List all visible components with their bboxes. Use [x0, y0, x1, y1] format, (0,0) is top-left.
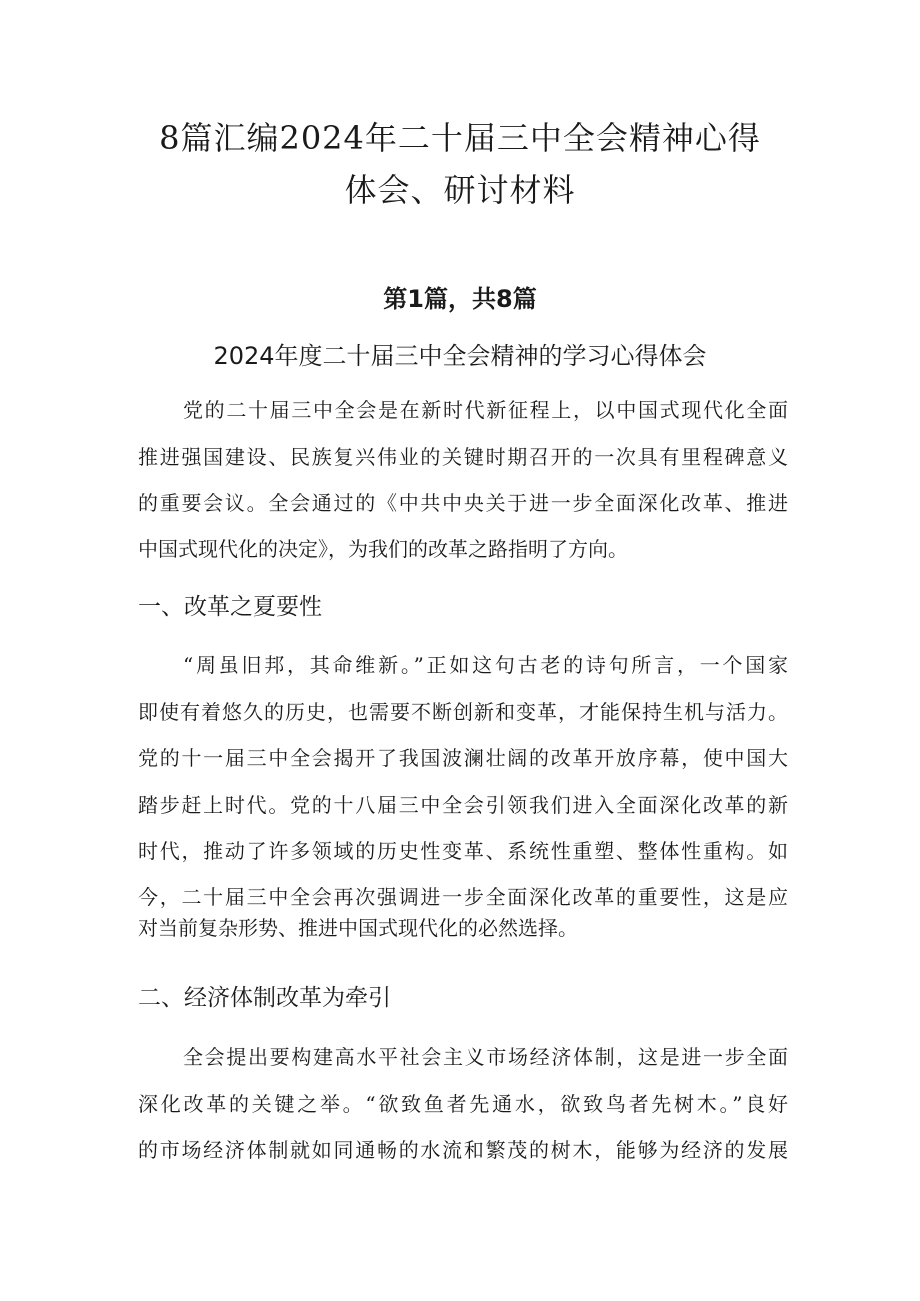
section2-paragraph-line: 全会提出要构建高水平社会主义市场经济体制，这是进一步全面 [183, 1045, 788, 1069]
intro-paragraph-line: 党的二十届三中全会是在新时代新征程上，以中国式现代化全面 [183, 398, 788, 422]
part-counter: 第1篇，共8篇 [383, 285, 537, 313]
section1-paragraph-line: 踏步赶上时代。党的十八届三中全会引领我们进入全面深化改革的新 [138, 793, 788, 817]
document-title-line-2: 体会、研讨材料 [344, 171, 576, 209]
intro-paragraph-line: 中国式现代化的决定》，为我们的改革之路指明了方向。 [138, 537, 628, 561]
section1-paragraph-line: 对当前复杂形势、推进中国式现代化的必然选择。 [138, 916, 578, 940]
intro-paragraph-line: 的重要会议。全会通过的《中共中央关于进一步全面深化改革、推进 [138, 491, 788, 515]
section-heading-economic-reform: 二、经济体制改革为牵引 [138, 985, 391, 1011]
document-title-line-1: 8篇汇编2024年二十届三中全会精神心得 [159, 119, 761, 157]
section2-paragraph-line: 深化改革的关键之举。“欲致鱼者先通水，欲致鸟者先树木。”良好 [138, 1092, 788, 1116]
section1-paragraph-line: 时代，推动了许多领域的历史性变革、系统性重塑、整体性重构。如 [138, 839, 788, 863]
article-title: 2024年度二十届三中全会精神的学习心得体会 [213, 342, 707, 370]
section-heading-reform-importance: 一、改革之夏要性 [138, 594, 322, 620]
section1-paragraph-line: “周虽旧邦，其命维新。”正如这句古老的诗句所言，一个国家 [183, 653, 788, 677]
section1-paragraph-line: 党的十一届三中全会揭开了我国波澜壮阔的改革开放序幕，使中国大 [138, 746, 788, 770]
section1-paragraph-line: 即使有着悠久的历史，也需要不断创新和变革，才能保持生机与活力。 [138, 700, 788, 724]
section2-paragraph-line: 的市场经济体制就如同通畅的水流和繁茂的树木，能够为经济的发展 [138, 1138, 788, 1162]
intro-paragraph-line: 推进强国建设、民族复兴伟业的关键时期召开的一次具有里程碑意义 [138, 445, 788, 469]
section1-paragraph-line: 今，二十届三中全会再次强调进一步全面深化改革的重要性，这是应 [138, 885, 788, 909]
